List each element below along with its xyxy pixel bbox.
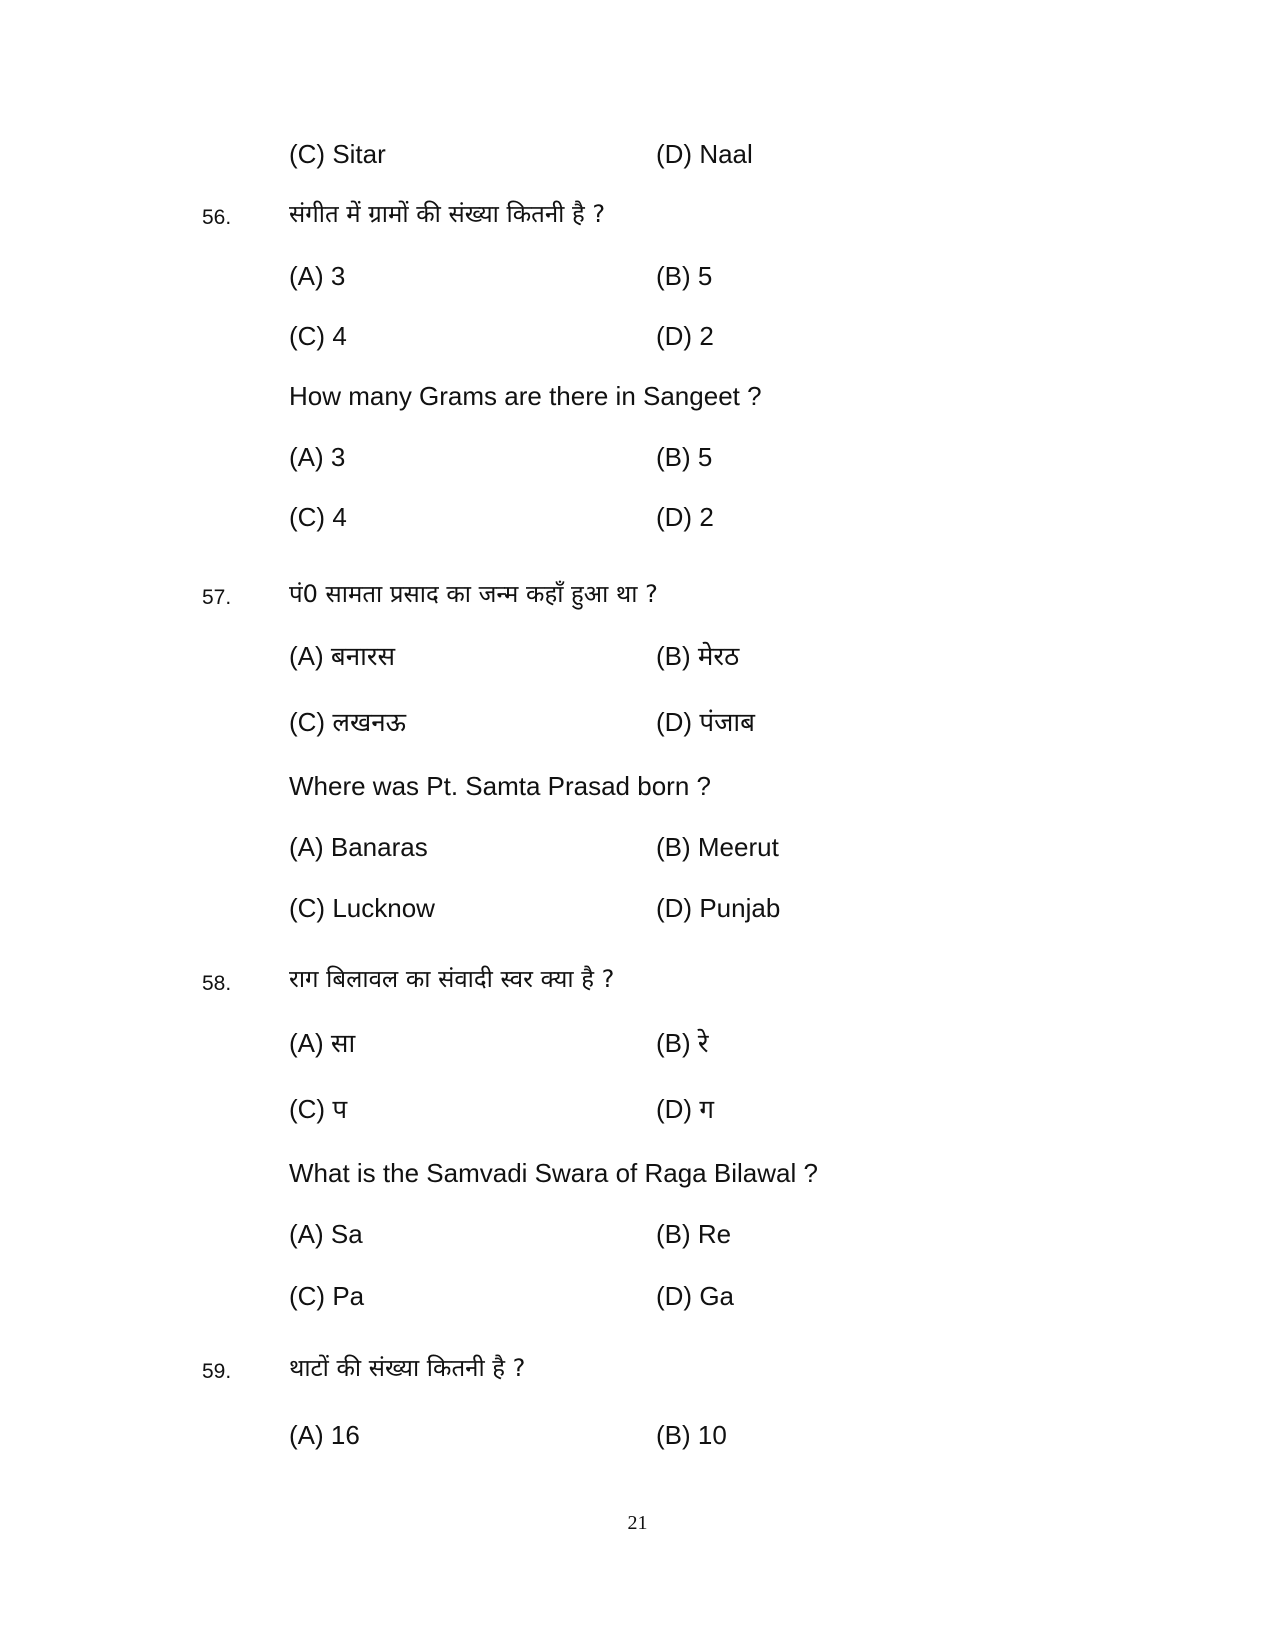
option-d: (D) 2: [656, 321, 714, 351]
option-c: (C) Sitar: [289, 139, 386, 169]
question-number: 57.: [202, 586, 232, 609]
option-b: (B) मेरठ: [656, 641, 740, 671]
option-b: (B) Re: [656, 1219, 732, 1249]
option-b: (B) 5: [656, 261, 713, 291]
option-a: (A) 3: [289, 261, 346, 291]
option-b: (B) 10: [656, 1420, 727, 1450]
option-b: (B) रे: [656, 1028, 709, 1058]
option-d: (D) Naal: [656, 139, 753, 169]
question-text-hindi: थाटों की संख्या कितनी है ?: [289, 1354, 526, 1382]
option-c: (C) लखनऊ: [289, 707, 407, 737]
question-text-hindi: राग बिलावल का संवादी स्वर क्या है ?: [289, 965, 615, 993]
option-c: (C) प: [289, 1094, 348, 1124]
option-c: (C) 4: [289, 321, 347, 351]
option-c: (C) 4: [289, 502, 347, 532]
option-a: (A) Sa: [289, 1219, 363, 1249]
option-c: (C) Pa: [289, 1281, 365, 1311]
page-number: 21: [627, 1512, 648, 1534]
option-b: (B) 5: [656, 442, 713, 472]
option-b: (B) Meerut: [656, 832, 779, 862]
option-d: (D) पंजाब: [656, 707, 755, 737]
option-a: (A) सा: [289, 1028, 356, 1058]
option-a: (A) Banaras: [289, 832, 428, 862]
option-d: (D) Ga: [656, 1281, 734, 1311]
option-d: (D) Punjab: [656, 893, 781, 923]
question-text-english: How many Grams are there in Sangeet ?: [289, 381, 762, 411]
option-a: (A) 16: [289, 1420, 360, 1450]
question-text-hindi: संगीत में ग्रामों की संख्या कितनी है ?: [289, 200, 606, 228]
question-number: 59.: [202, 1360, 232, 1383]
question-text-hindi: पं0 सामता प्रसाद का जन्म कहाँ हुआ था ?: [289, 580, 658, 608]
question-number: 56.: [202, 206, 232, 229]
option-c: (C) Lucknow: [289, 893, 435, 923]
option-a: (A) बनारस: [289, 641, 396, 671]
option-a: (A) 3: [289, 442, 346, 472]
option-d: (D) ग: [656, 1094, 714, 1124]
option-d: (D) 2: [656, 502, 714, 532]
question-number: 58.: [202, 972, 232, 995]
question-text-english: What is the Samvadi Swara of Raga Bilawal ?: [289, 1158, 818, 1188]
question-text-english: Where was Pt. Samta Prasad born ?: [289, 771, 711, 801]
